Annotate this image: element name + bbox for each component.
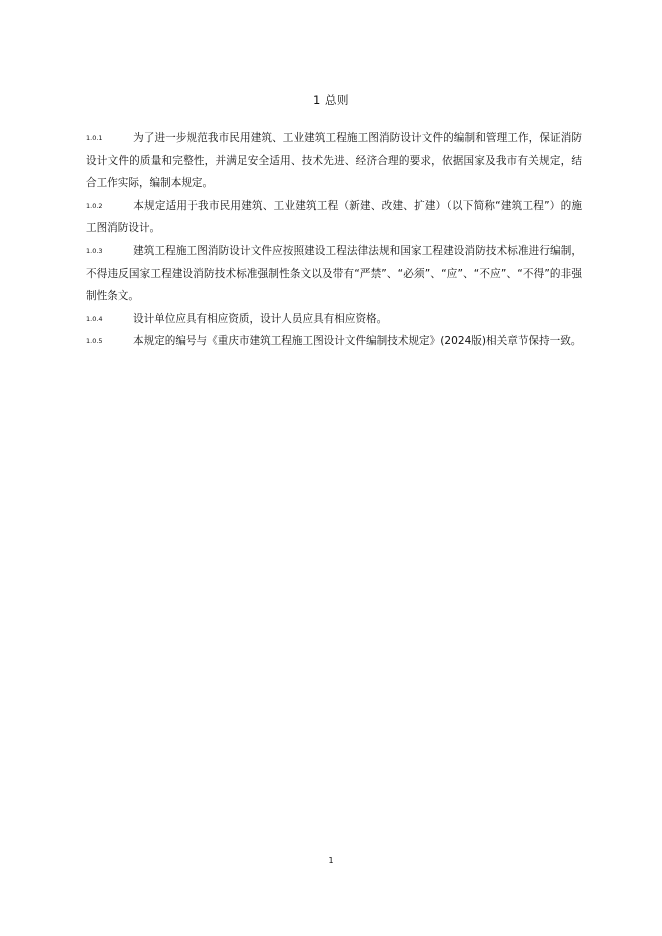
clause-1-0-3 [86, 240, 582, 308]
clause-1-0-5 [86, 330, 582, 353]
clause-number: 1.0.5 [86, 337, 103, 346]
clause-text: 本规定适用于我市民用建筑、工业建筑工程（新建、改建、扩建）（以下简称“建筑工程”）的施工图消防设计。 [86, 199, 582, 235]
page-number: 1 [328, 856, 334, 865]
clause-1-0-2 [86, 195, 582, 240]
clause-number: 1.0.4 [86, 314, 103, 323]
clause-text: 本规定的编号与《重庆市建筑工程施工图设计文件编制技术规定》(2024版)相关章节保持一致。 [133, 335, 582, 348]
chapter-title: 1 总则 [313, 93, 349, 107]
clause-text: 为了进一步规范我市民用建筑、工业建筑工程施工图消防设计文件的编制和管理工作，保证消防设计文件的质量和完整性，并满足安全适用、技术先进、经济合理的要求，依据国家及我市有关规定，结合工作实际，编制本规定。 [86, 132, 582, 190]
clause-number: 1.0.2 [86, 201, 103, 210]
clause-1-0-4 [86, 308, 582, 331]
clause-text: 设计单位应具有相应资质，设计人员应具有相应资格。 [133, 312, 388, 325]
clause-list [86, 127, 582, 353]
clause-text: 建筑工程施工图消防设计文件应按照建设工程法律法规和国家工程建设消防技术标准进行编制，不得违反国家工程建设消防技术标准强制性条文以及带有“严禁”、“必须”、“应”、“不应”、“不得”的非强制性条文。 [86, 244, 582, 303]
clause-number: 1.0.1 [86, 134, 103, 142]
clause-number: 1.0.3 [86, 246, 103, 255]
clause-1-0-1 [86, 127, 582, 195]
